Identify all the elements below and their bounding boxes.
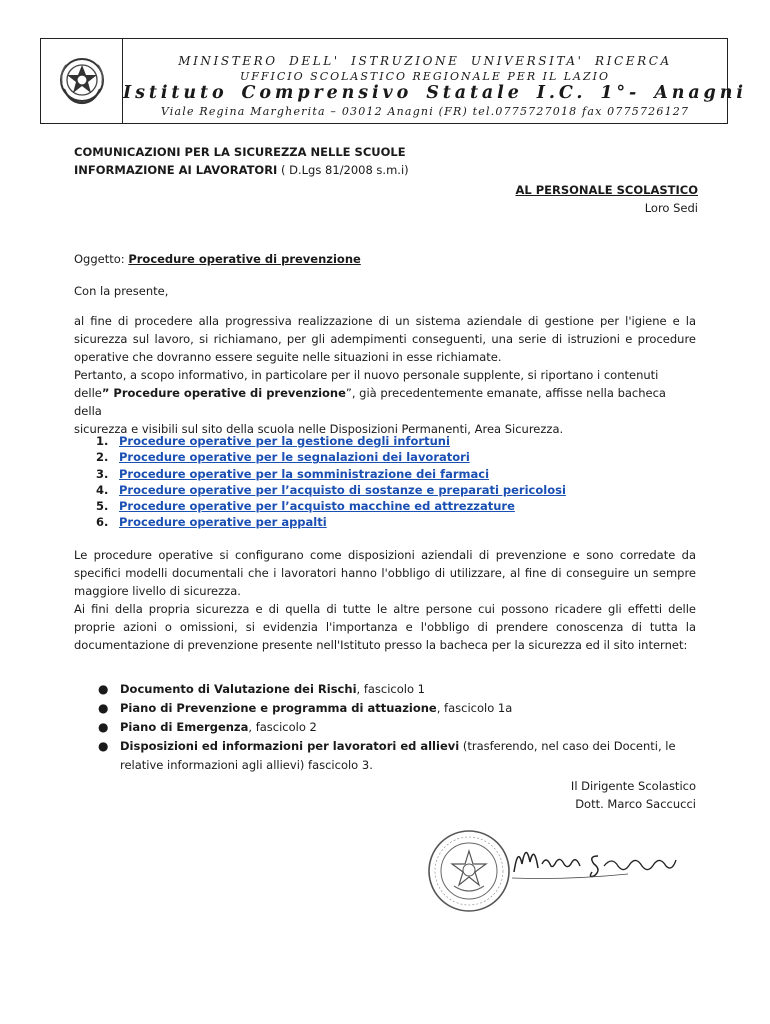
body-paragraph — [74, 546, 696, 654]
body-line: Le procedure operative si configurano come disposizioni aziendali di prevenzione e sono corredate da — [74, 548, 696, 562]
list-item: 1. Procedure operative per la gestione degli infortuni — [96, 434, 450, 448]
recipient-place: Loro Sedi — [644, 201, 698, 215]
greeting: Con la presente, — [74, 284, 169, 298]
subject-label: Oggetto: — [74, 252, 129, 266]
signature-block — [571, 777, 696, 813]
school-stamp — [424, 826, 514, 916]
signature-role: Il Dirigente Scolastico — [570, 779, 696, 793]
recipient — [516, 181, 699, 217]
procedure-link-infortuni[interactable]: Procedure operative per la gestione degli infortuni — [119, 434, 450, 448]
handwritten-signature — [508, 834, 698, 894]
bullet-icon: ● — [98, 701, 109, 715]
intro-line: sicurezza sul lavoro, si richiamano, per gli adempimenti conseguenti, una serie di istruzioni e procedure — [74, 332, 696, 346]
bullet-icon: ● — [98, 682, 109, 696]
procedure-link-appalti[interactable]: Procedure operative per appalti — [119, 515, 327, 530]
heading-line2-bold: INFORMAZIONE AI LAVORATORI — [74, 163, 278, 177]
procedure-link-segnalazioni[interactable]: Procedure operative per le segnalazioni dei lavoratori — [119, 450, 470, 465]
procedure-link-sostanze[interactable]: Procedure operative per l’acquisto di sostanze e preparati pericolosi — [119, 482, 566, 497]
bullet-icon: ● — [98, 720, 109, 734]
list-item: 6. Procedure operative per appalti — [96, 515, 327, 530]
school-name: Istituto Comprensivo Statale I.C. 1°- Anagni — [123, 83, 747, 103]
list-item: 2. Procedure operative per le segnalazioni dei lavoratori — [96, 450, 470, 465]
letterhead-text — [123, 39, 747, 123]
list-item: 3. Procedure operative per la somministrazione dei farmaci — [96, 466, 490, 481]
intro-line: operative che dovranno essere seguite nelle situazioni in esse richiamate. — [74, 350, 502, 364]
intro-line: al fine di procedere alla progressiva realizzazione di un sistema aziendale di gestione per l'igiene e la — [74, 314, 696, 328]
intro-paragraph — [74, 312, 696, 438]
list-item: ● Disposizioni ed informazioni per lavoratori ed allievi (trasferendo, nel caso dei Docenti, le relative informazioni agli allievi) fascicolo 3. — [98, 739, 676, 772]
intro-line: delle” Procedure operative di prevenzione”, già precedentemente emanate, affisse nella bacheca della — [74, 386, 666, 418]
school-address: Viale Regina Margherita – 03012 Anagni (FR) tel.0775727018 fax 0775726127 — [160, 105, 690, 118]
procedures-list — [74, 433, 566, 531]
procedures-title: ” Procedure operative di prevenzione — [101, 386, 346, 400]
ministry-line: MINISTERO DELL' ISTRUZIONE UNIVERSITA' RICERCA — [178, 54, 672, 68]
list-item: 4. Procedure operative per l’acquisto di sostanze e preparati pericolosi — [96, 482, 566, 497]
body-line: maggiore livello di sicurezza. — [74, 584, 241, 598]
body-line: specifici modelli documentali che i lavoratori hanno l'obbligo di utilizzare, al fine di conseguire un sempre — [74, 566, 696, 580]
regional-office-line: UFFICIO SCOLASTICO REGIONALE PER IL LAZIO — [240, 70, 610, 83]
signature-name: Dott. Marco Saccucci — [575, 797, 696, 811]
bullet-icon: ● — [98, 739, 109, 753]
heading-line2-rest: ( D.Lgs 81/2008 s.m.i) — [277, 163, 409, 177]
heading-line1: COMUNICAZIONI PER LA SICUREZZA NELLE SCUOLE — [74, 145, 406, 159]
intro-line: Pertanto, a scopo informativo, in particolare per il nuovo personale supplente, si riportano i contenuti — [74, 368, 659, 382]
letterhead — [40, 38, 747, 124]
procedure-link-farmaci[interactable]: Procedure operative per la somministrazione dei farmaci — [119, 466, 490, 481]
procedure-link-macchine[interactable]: Procedure operative per l’acquisto macchine ed attrezzature — [119, 499, 515, 514]
body-line: proprie azioni o omissioni, si evidenzia l'importanza e l'obbligo di prendere conoscenza di tutta la — [74, 620, 696, 634]
subject-line — [74, 250, 361, 268]
list-item: ● Piano di Emergenza, fascicolo 2 — [74, 718, 696, 737]
body-line: Ai fini della propria sicurezza e di quella di tutte le altre persone cui possono ricadere gli effetti delle — [74, 602, 696, 616]
list-item: ● Piano di Prevenzione e programma di attuazione, fascicolo 1a — [74, 699, 696, 718]
italian-republic-emblem-icon — [56, 53, 108, 109]
intro-line: sicurezza e visibili sul sito della scuola nelle Disposizioni Permanenti, Area Sicurezza. — [74, 422, 564, 436]
documents-list — [74, 680, 696, 775]
body-line: documentazione di prevenzione presente nell'Istituto presso la bacheca per la sicurezza ed il sito internet: — [74, 638, 688, 652]
emblem-box — [41, 39, 123, 123]
subject-text: Procedure operative di prevenzione — [128, 252, 361, 266]
list-item: 5. Procedure operative per l’acquisto macchine ed attrezzature — [96, 499, 515, 514]
recipient-to: AL PERSONALE SCOLASTICO — [515, 183, 698, 197]
heading — [74, 143, 409, 179]
list-item: ● Documento di Valutazione dei Rischi, fascicolo 1 — [74, 680, 696, 699]
